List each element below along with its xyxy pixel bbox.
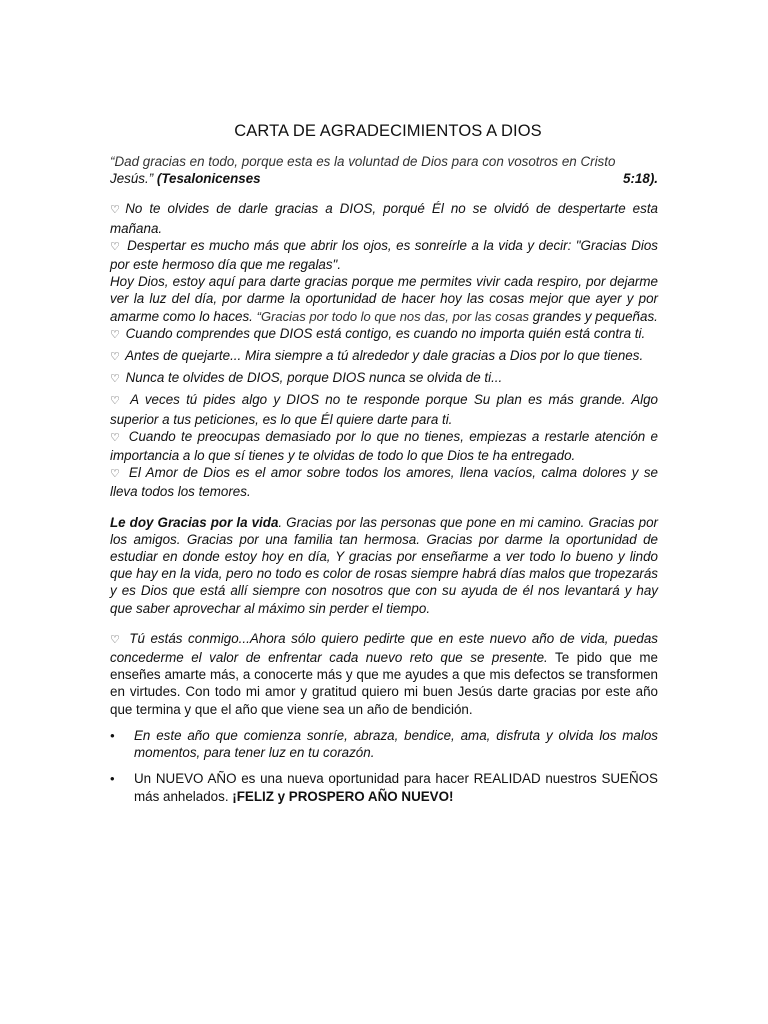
paragraph-8 [110, 428, 658, 464]
bullet-2-text: Un NUEVO AÑO es una nueva oportunidad para hacer REALIDAD nuestros SUEÑOS más anhelados. [134, 771, 658, 804]
bullet-icon: • [110, 727, 115, 743]
paragraph-4 [110, 325, 658, 344]
bullet-1-text: En este año que comienza sonríe, abraza, bendice, ama, disfruta y olvida los malos momentos, para tener luz en tu corazón. [134, 727, 658, 761]
bullet-2-bold: ¡FELIZ y PROSPERO AÑO NUEVO! [232, 788, 454, 804]
quote-reference: 5:18). [623, 171, 658, 187]
paragraph-7-text: A veces tú pides algo y DIOS no te responde porque Su plan es más grande. Algo superior a tus peticiones, es lo que Él quiere darte para ti. [110, 392, 658, 427]
paragraph-6-text: Nunca te olvides de DIOS, porque DIOS nunca se olvida de ti... [125, 370, 503, 386]
paragraph-10-text: . Gracias por las personas que pone en mi camino. Gracias por los amigos. Gracias por una familia tan hermosa. Gracias por darme la oportunidad de estudiar en donde estoy hoy en día, Y gracias por enseñarme a ver todo lo bueno y lindo que hay en la vida, pero no todo es color de rosas siempre habrá días malos que tropezarás y es Dios que está allí siempre con nosotros que con su ayuda de él nos levantará y hay que saber aprovechar al máximo sin perder el tiempo. [110, 514, 659, 616]
paragraph-10 [110, 514, 658, 617]
letter-content [110, 121, 658, 814]
heart-icon: ♡ [110, 204, 124, 217]
heart-icon: ♡ [110, 395, 123, 408]
heart-icon: ♡ [110, 633, 122, 646]
paragraph-1-text: No te olvides de darle gracias a DIOS, porqué Él no se olvidó de despertarte esta mañana. [110, 201, 658, 236]
quote-citation-line [110, 170, 658, 187]
quote-text-end: Jesús.” [110, 171, 157, 187]
paragraph-6 [110, 369, 658, 388]
paragraph-11 [110, 630, 658, 718]
heart-icon: ♡ [110, 373, 120, 386]
paragraph-3-end: grandes y pequeñas. [529, 308, 658, 324]
paragraph-3-quote: “Gracias por todo lo que nos das, por las cosas [256, 308, 530, 324]
paragraph-9 [110, 464, 658, 500]
quote-source: (Tesalonicenses [156, 171, 261, 187]
heart-icon: ♡ [110, 431, 122, 444]
page-title: CARTA DE AGRADECIMIENTOS A DIOS [234, 122, 542, 140]
paragraph-3 [110, 273, 658, 325]
heart-icon: ♡ [110, 468, 122, 481]
bible-quote [110, 153, 658, 170]
heart-icon: ♡ [110, 351, 120, 364]
paragraph-7 [110, 391, 658, 427]
paragraph-2-text: Despertar es mucho más que abrir los ojos, es sonreírle a la vida y decir: "Gracias Dios por este hermoso día que me regalas". [110, 237, 658, 273]
paragraph-3-text: Hoy Dios, estoy aquí para darte gracias porque me permites vivir cada respiro, por dejarme ver la luz del día, por darme la oportunidad de hacer hoy las cosas mejor que ayer y por amarme como lo haces. [110, 274, 658, 324]
quote-text: “Dad gracias en todo, porque esta es la voluntad de Dios para con vosotros en Cristo [110, 154, 616, 169]
paragraph-5-text: Antes de quejarte... Mira siempre a tú alrededor y dale gracias a Dios por lo que tienes. [125, 348, 644, 364]
paragraph-1 [110, 200, 658, 236]
paragraph-9-text: El Amor de Dios es el amor sobre todos los amores, llena vacíos, calma dolores y se lleva todos los temores. [110, 465, 658, 500]
paragraph-2 [110, 237, 658, 273]
paragraph-4-text: Cuando comprendes que DIOS está contigo, es cuando no importa quién está contra ti. [125, 325, 646, 341]
paragraph-11-italic: Tú estás conmigo...Ahora sólo quiero pedirte que en este nuevo año de vida, puedas concederme el valor de enfrentar cada nuevo reto que se presente. [110, 630, 658, 666]
paragraph-11-text: Te pido que me enseñes amarte más, a conocerte más y que me ayudes a que mis defectos se transformen en virtudes. Con todo mi amor y gratitud quiero mi buen Jesús darte gracias por este año que termina y que el año que viene sea un año de bendición. [110, 650, 658, 717]
bullet-list [110, 727, 658, 805]
paragraph-5 [110, 347, 658, 366]
heart-icon: ♡ [110, 240, 121, 253]
paragraph-8-text: Cuando te preocupas demasiado por lo que no tienes, empiezas a restarle atención e importancia a lo que sí tienes y te olvidas de todo lo que Dios te ha entregado. [110, 428, 658, 464]
bullet-icon: • [110, 771, 115, 787]
heart-icon: ♡ [110, 328, 120, 341]
paragraph-10-bold: Le doy Gracias por la vida [110, 514, 279, 530]
list-item [110, 727, 658, 761]
spacer [110, 187, 658, 200]
list-item [110, 770, 658, 804]
